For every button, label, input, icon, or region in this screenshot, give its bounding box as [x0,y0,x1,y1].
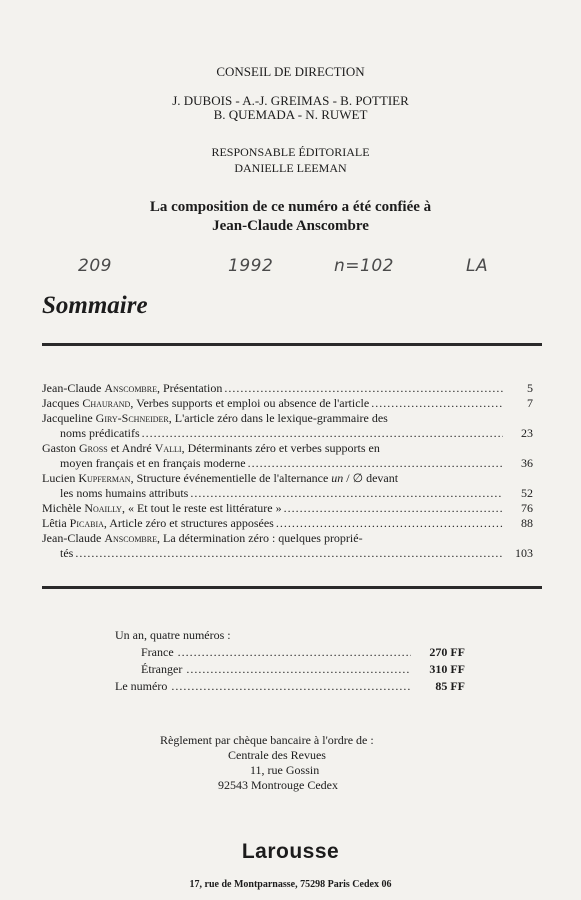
toc-entry: Jean-Claude Anscombre, Présentation ..... 5 [42,381,533,396]
payment-block [160,733,374,793]
toc-entry: Jacqueline Giry-Schneider, L'article zéro dans le lexique-grammaire des [42,411,388,425]
toc-page: 5 [527,381,533,395]
price-row-france: France ..... 270 FF [115,644,465,661]
toc-entry: Lucien Kupferman, Structure événementielle de l'alternance un / ∅ devant [42,471,399,485]
editor-name: DANIELLE LEEMAN [234,161,347,175]
toc-entry-continuation: noms prédicatifs ..... 23 [42,426,533,441]
toc-entry-continuation: moyen français et en français moderne ..... 36 [42,456,533,471]
council-members-line1: J. DUBOIS - A.-J. GREIMAS - B. POTTIER [172,93,409,108]
payment-line1: Règlement par chèque bancaire à l'ordre de : [160,733,374,747]
payment-line2: Centrale des Revues [228,748,326,762]
composition-line2: Jean-Claude Anscombre [212,218,369,234]
handwritten-note-1: 209 [78,256,112,276]
toc-entry: Lêtia Picabia, Article zéro et structures apposées ..... 88 [42,516,533,531]
toc-entry-continuation: tés ..... 103 [42,546,533,561]
editor-title: RESPONSABLE ÉDITORIALE [211,145,370,159]
toc-entry: Michèle Noailly, « Et tout le reste est littérature » ..... 76 [42,501,533,516]
publisher-logo: Larousse [241,840,340,863]
toc-page: 23 [521,426,533,440]
table-of-contents [42,381,533,561]
handwritten-note-2: 1992 [228,256,274,276]
toc-page: 88 [521,516,533,530]
toc-page: 52 [521,486,533,500]
toc-page: 7 [527,396,533,410]
rule-bottom [42,586,542,589]
toc-entry: Gaston Gross et André Valli, Déterminants zéro et verbes supports en [42,441,380,455]
rule-top [42,343,542,346]
subscription-heading: Un an, quatre numéros : [115,628,231,642]
subscription-block [115,627,465,695]
sommaire-title: Sommaire [42,292,148,319]
payment-line3: 11, rue Gossin [250,763,320,777]
toc-page: 36 [521,456,533,470]
composition-line1: La composition de ce numéro a été confiée à [149,199,432,215]
handwritten-note-3: n=102 [334,256,394,276]
toc-page: 76 [521,501,533,515]
publisher-address: 17, rue de Montparnasse, 75298 Paris Cedex 06 [189,879,392,890]
toc-page: 103 [515,546,533,560]
handwritten-note-4: LA [466,256,489,276]
price-row-numero: Le numéro ..... 85 FF [115,678,465,695]
price-row-etranger: Étranger ..... 310 FF [115,661,465,678]
council-members-line2: B. QUEMADA - N. RUWET [213,107,368,122]
payment-line4: 92543 Montrouge Cedex [218,778,338,792]
toc-entry-continuation: les noms humains attributs ..... 52 [42,486,533,501]
toc-entry: Jean-Claude Anscombre, La détermination zéro : quelques proprié- [42,531,363,545]
toc-entry: Jacques Chaurand, Verbes supports et emploi ou absence de l'article ..... 7 [42,396,533,411]
council-title: CONSEIL DE DIRECTION [216,64,365,79]
